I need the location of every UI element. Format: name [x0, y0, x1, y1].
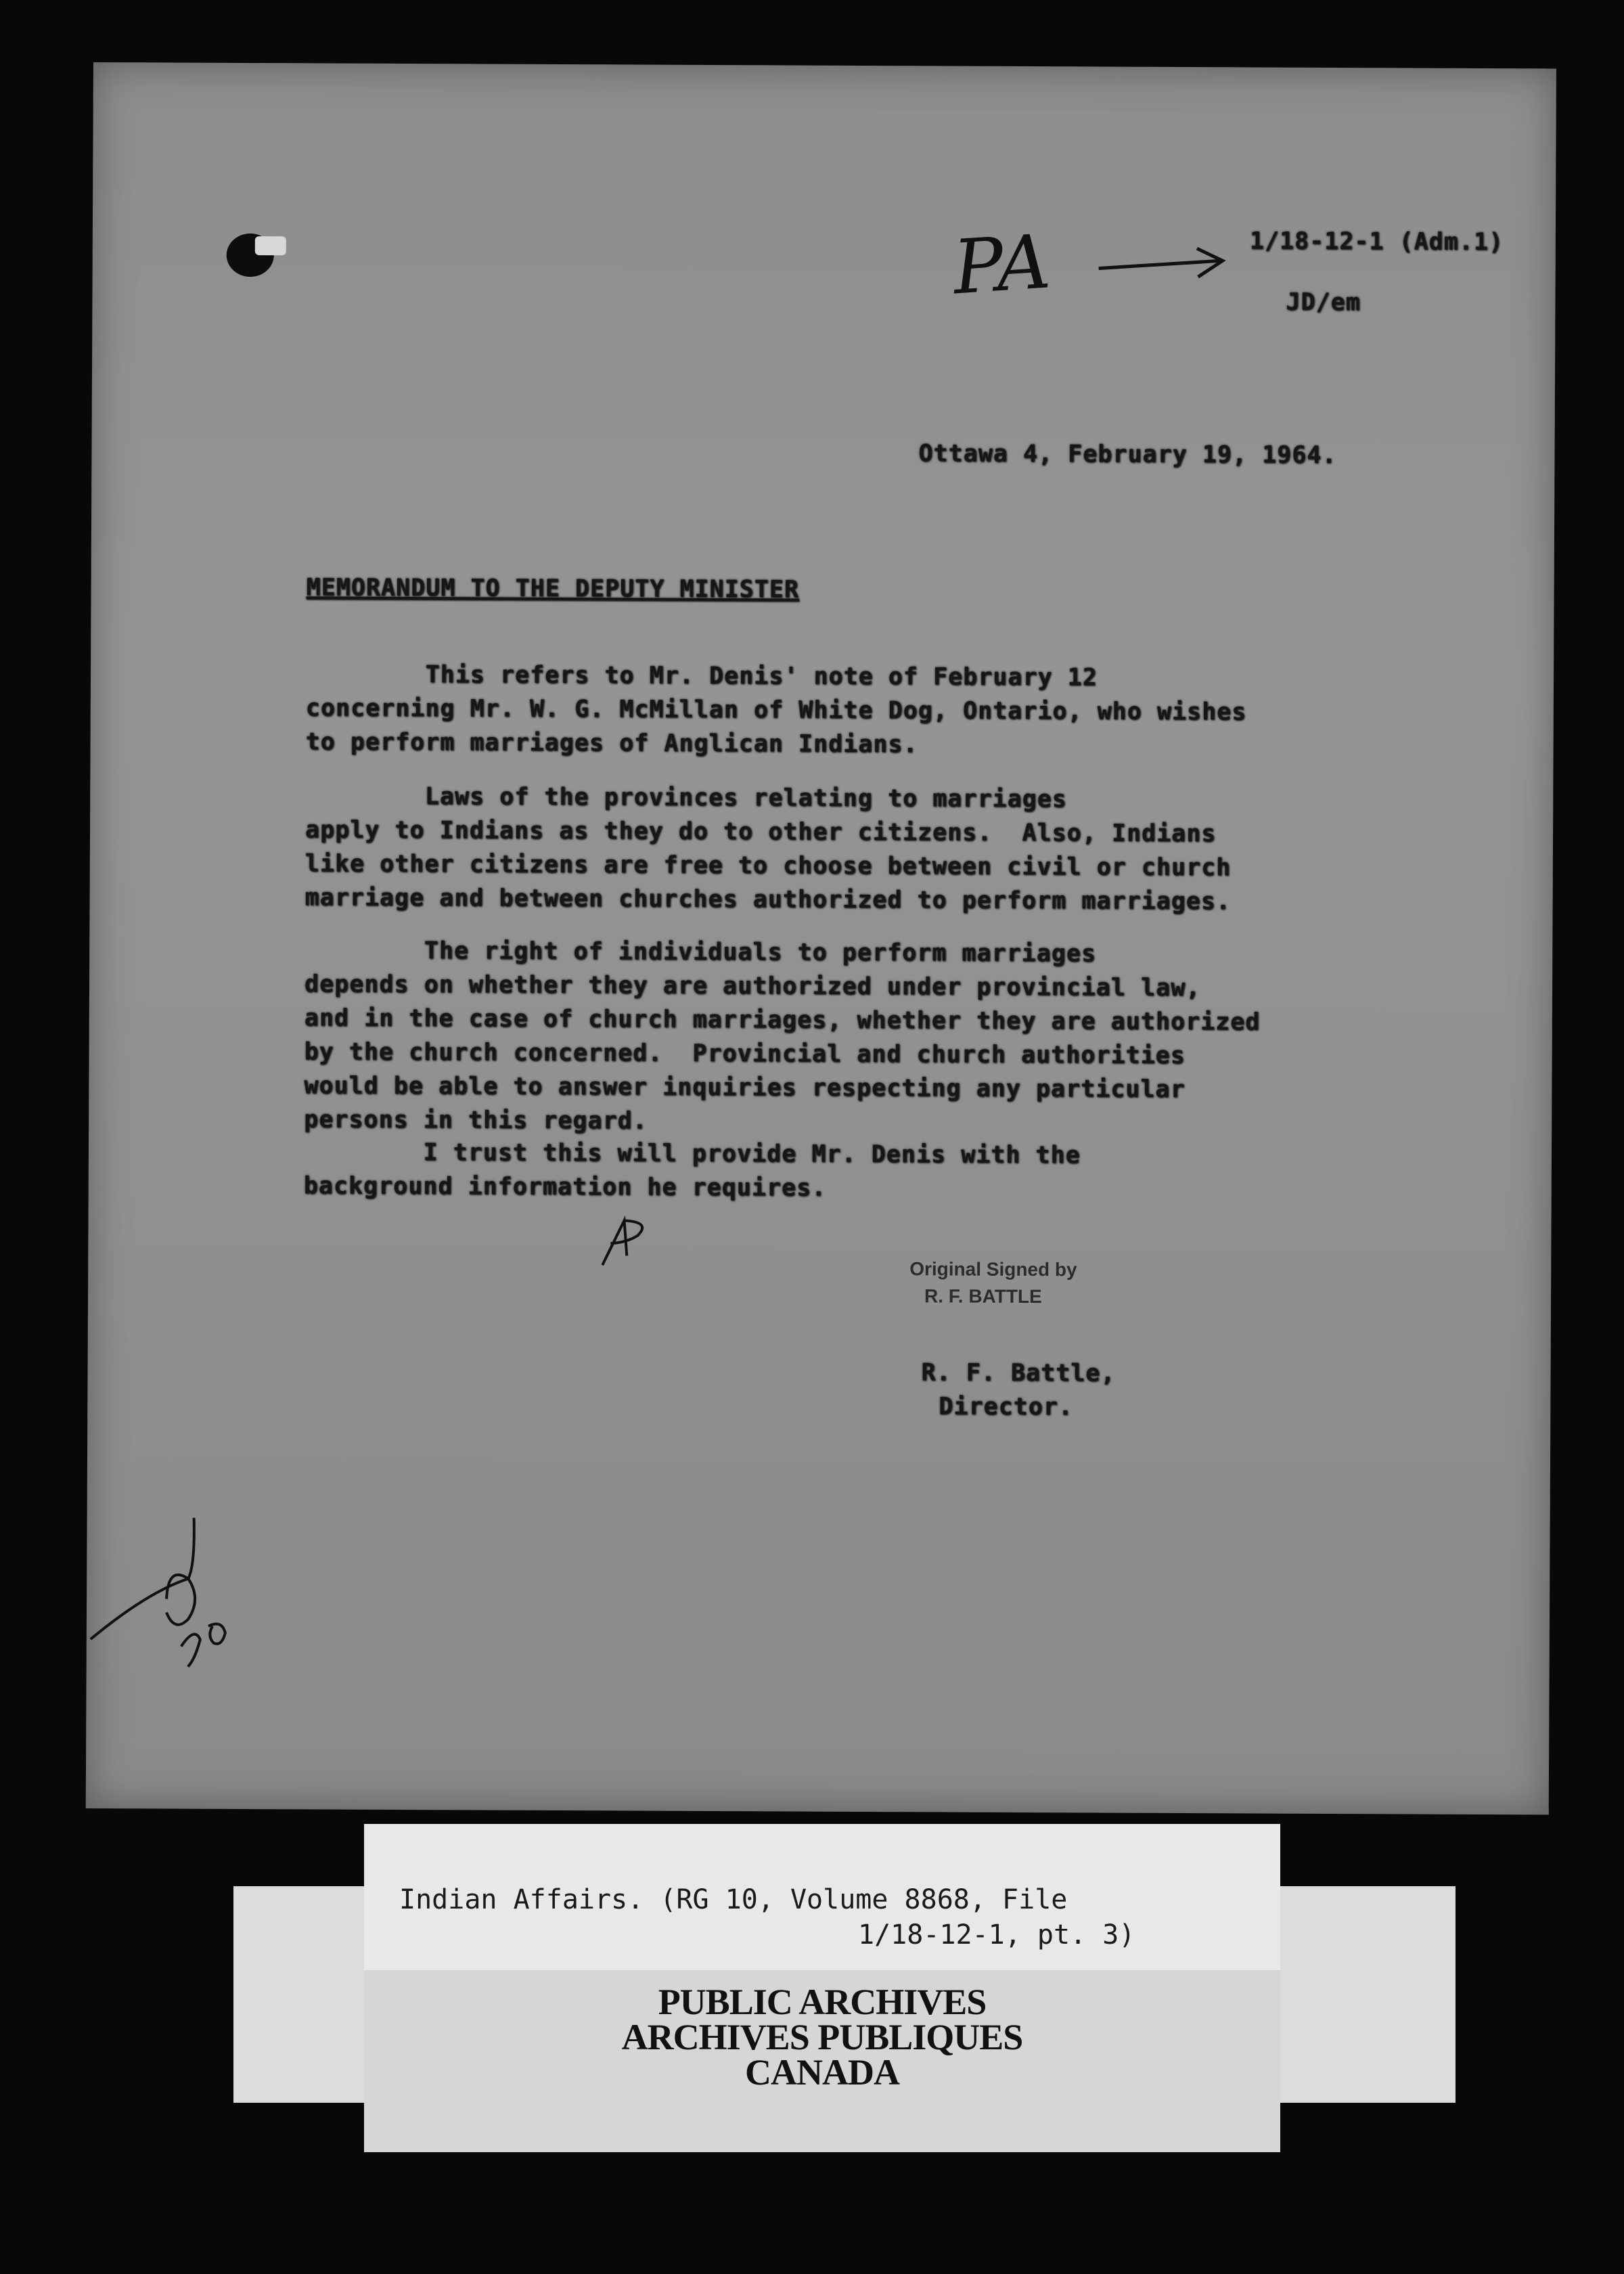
paragraph-3: [304, 933, 1261, 1140]
archive-line-2: ARCHIVES PUBLIQUES: [621, 2017, 1023, 2057]
paragraph-line: This refers to Mr. Denis' note of February 12: [305, 661, 1098, 692]
paragraph-line: depends on whether they are authorized under provincial law,: [304, 971, 1201, 1002]
paragraph-line: background information he requires.: [303, 1172, 827, 1202]
typist-initials: JD/em: [1286, 288, 1361, 317]
paragraph-line: by the church concerned. Provincial and church authorities: [304, 1038, 1186, 1070]
archive-reference-line-1: Indian Affairs. (RG 10, Volume 8868, File: [399, 1884, 1068, 1915]
archive-reference-line-2: 1/18-12-1, pt. 3): [858, 1919, 1135, 1950]
signature-block: [921, 1356, 1115, 1424]
handwritten-initial-icon: [597, 1215, 658, 1269]
paragraph-line: and in the case of church marriages, whether they are authorized: [304, 1004, 1261, 1036]
archive-reference-label: [364, 1824, 1280, 1970]
dateline: Ottawa 4, February 19, 1964.: [918, 440, 1337, 470]
archive-line-3: CANADA: [745, 2052, 899, 2093]
paragraph-line: I trust this will provide Mr. Denis with the: [303, 1138, 1081, 1169]
paragraph-line: persons in this regard.: [304, 1106, 648, 1135]
stamp-line: R. F. BATTLE: [924, 1285, 1042, 1308]
stamp-line: Original Signed by: [909, 1258, 1077, 1280]
signatory-name: R. F. Battle,: [921, 1359, 1116, 1387]
paragraph-line: apply to Indians as they do to other citizens. Also, Indians: [304, 816, 1217, 848]
paragraph-line: concerning Mr. W. G. McMillan of White Dog, Ontario, who wishes: [305, 694, 1247, 726]
handwritten-scribble-icon: [87, 1504, 277, 1674]
paragraph-1: [306, 657, 1247, 763]
paragraph-4: [304, 1135, 1081, 1206]
paragraph-2: [305, 779, 1232, 918]
paragraph-line: Laws of the provinces relating to marriages: [305, 782, 1068, 813]
memo-heading: MEMORANDUM TO THE DEPUTY MINISTER: [306, 574, 800, 604]
paragraph-line: to perform marriages of Anglican Indians.: [305, 728, 918, 759]
signatory-title: Director.: [939, 1393, 1074, 1421]
paper-tear: [255, 236, 286, 255]
file-reference: 1/18-12-1 (Adm.1): [1249, 227, 1504, 257]
document-page: [86, 62, 1556, 1814]
arrow-icon: [1096, 245, 1231, 286]
archive-line-1: PUBLIC ARCHIVES: [658, 1982, 987, 2022]
signature-stamp: [909, 1255, 1077, 1310]
archive-card-front: [364, 1963, 1280, 2152]
handwritten-note: PA: [950, 218, 1054, 311]
paragraph-line: like other citizens are free to choose between civil or church: [304, 850, 1232, 882]
paragraph-line: would be able to answer inquiries respecting any particular: [304, 1072, 1186, 1104]
paragraph-line: The right of individuals to perform marriages: [304, 937, 1097, 968]
paragraph-line: marriage and between churches authorized to perform marriages.: [304, 884, 1232, 916]
